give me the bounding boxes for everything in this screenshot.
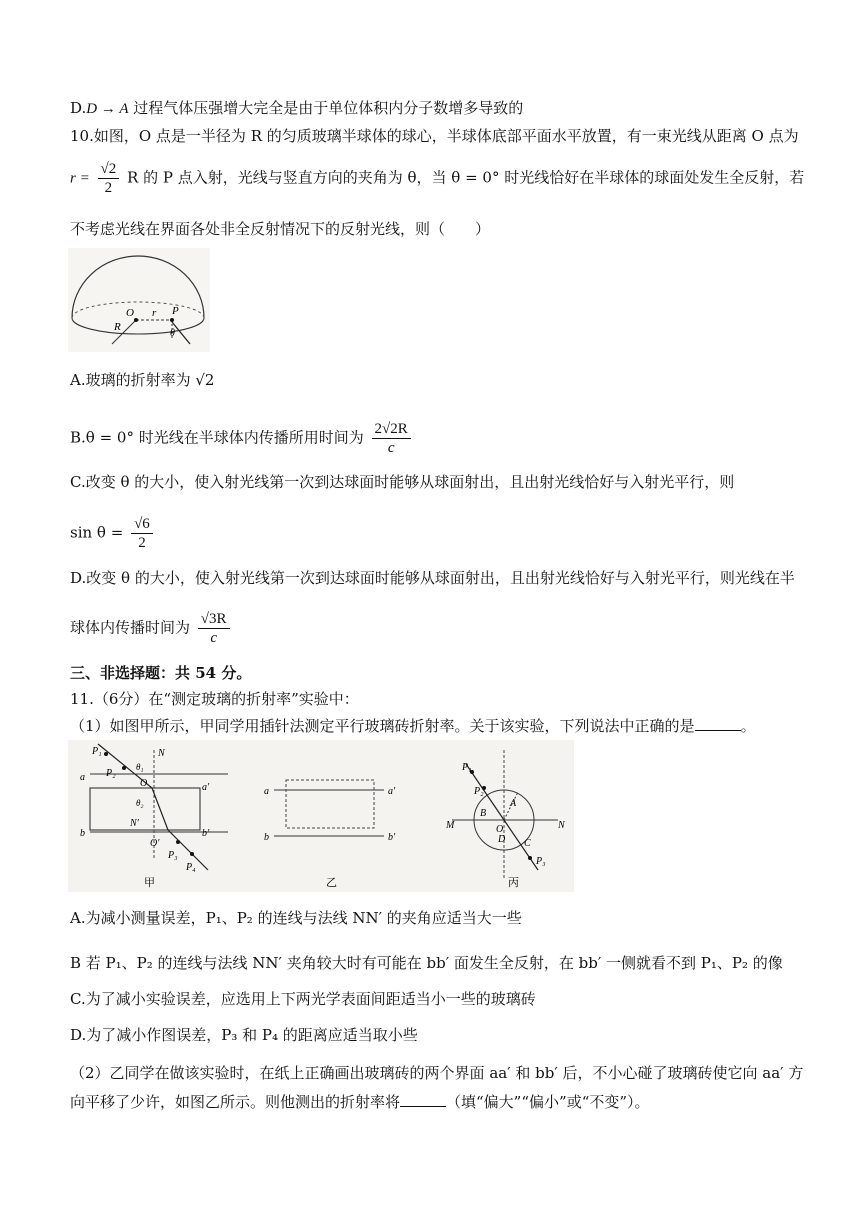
q10-option-b: B.θ = 0° 时光线在半球体内传播所用时间为 $\frac{2√2R}{c}$ xyxy=(70,420,414,457)
svg-text:a: a xyxy=(80,772,85,783)
svg-text:C: C xyxy=(524,838,531,849)
q10-stem-line3: 不考虑光线在界面各处非全反射情况下的反射光线，则（ ） xyxy=(70,220,491,238)
svg-text:P₂: P₂ xyxy=(474,786,484,797)
q10-option-c-line1: C.改变 θ 的大小，使入射光线第一次到达球面时能够从球面射出，且出射光线恰好与入射光平行，则 xyxy=(70,473,735,491)
q10-option-c-line2: sin θ = $\frac{√6}{2}$ xyxy=(70,515,156,552)
q11-figure xyxy=(68,740,574,892)
label-theta: θ xyxy=(170,328,175,339)
svg-text:N: N xyxy=(158,748,165,759)
svg-text:D: D xyxy=(498,834,506,845)
svg-text:a′: a′ xyxy=(202,782,210,793)
svg-text:P₃: P₃ xyxy=(536,856,546,867)
svg-text:O: O xyxy=(140,778,148,789)
q10-stem-line1: 10.如图，O 点是一半径为 R 的匀质玻璃半球体的球心，半球体底部平面水平放置，有一束光线从距离 O 点为 xyxy=(70,127,799,145)
svg-text:O: O xyxy=(496,824,504,835)
svg-text:b′: b′ xyxy=(202,828,210,839)
svg-text:N: N xyxy=(558,820,565,831)
answer-blank xyxy=(695,716,741,731)
svg-text:M: M xyxy=(446,820,455,831)
svg-text:N′: N′ xyxy=(130,818,139,829)
svg-text:P₂: P₂ xyxy=(106,768,116,779)
svg-text:B: B xyxy=(480,808,487,819)
svg-text:b: b xyxy=(80,828,85,839)
q11-option-a: A.为减小测量误差，P₁、P₂ 的连线与法线 NN′ 的夹角应适当大一些 xyxy=(70,909,522,927)
q11-part2-line2: 向平移了少许，如图乙所示。则他测出的折射率将 （填“偏大”“偏小”或“不变”）。 xyxy=(70,1093,650,1111)
q10-option-d-line2: 球体内传播时间为 $\frac{√3R}{c}$ xyxy=(70,610,233,647)
caption-bing: 丙 xyxy=(508,877,519,889)
q9-option-d: D.D → A 过程气体压强增大完全是由于单位体积内分子数增多导致的 xyxy=(70,99,524,117)
svg-text:A: A xyxy=(510,798,517,809)
q11-title: 11.（6分）在“测定玻璃的折射率”实验中： xyxy=(70,690,359,708)
svg-text:b′: b′ xyxy=(388,832,396,843)
svg-text:O′: O′ xyxy=(150,838,160,849)
caption-yi: 乙 xyxy=(326,877,337,889)
svg-text:P₃: P₃ xyxy=(168,850,178,861)
q10-option-a: A.玻璃的折射率为 √2 xyxy=(70,371,215,389)
q11-option-c: C.为了减小实验误差，应选用上下两光学表面间距适当小一些的玻璃砖 xyxy=(70,990,536,1008)
r-fraction: $\frac{√2}{2}$ xyxy=(98,160,120,197)
svg-text:a′: a′ xyxy=(388,786,396,797)
caption-jia: 甲 xyxy=(144,877,155,889)
q10-option-d-line1: D.改变 θ 的大小，使入射光线第一次到达球面时能够从球面射出，且出射光线恰好与入射光平行，则光线在半 xyxy=(70,569,795,587)
hemisphere-figure xyxy=(68,248,210,352)
label-O: O xyxy=(126,307,134,319)
q11-part2-line1: （2）乙同学在做该实验时，在纸上正确画出玻璃砖的两个界面 aa′ 和 bb′ 后，不小心碰了玻璃砖使它向 aa′ 方 xyxy=(70,1064,804,1082)
answer-blank-2 xyxy=(400,1092,446,1107)
q11-part1: （1）如图甲所示，甲同学用插针法测定平行玻璃砖折射率。关于该实验，下列说法中正确的是 。 xyxy=(70,717,756,735)
label-R: R xyxy=(114,321,121,333)
svg-text:P₄: P₄ xyxy=(186,862,196,873)
svg-text:P₁: P₁ xyxy=(92,746,102,757)
svg-text:b: b xyxy=(264,832,269,843)
svg-text:P₁: P₁ xyxy=(462,762,472,773)
q10-stem-line2: r = $\frac{√2}{2}$ R 的 P 点入射，光线与竖直方向的夹角为 θ，当 θ = 0° 时光线恰好在半球体的球面处发生全反射，若 xyxy=(70,161,805,196)
q11-option-b: B 若 P₁、P₂ 的连线与法线 NN′ 夹角较大时有可能在 bb′ 面发生全反射，在 bb′ 一侧就看不到 P₁、P₂ 的像 xyxy=(70,954,783,972)
q11-option-d: D.为了减小作图误差，P₃ 和 P₄ 的距离应适当取小些 xyxy=(70,1026,418,1044)
label-P: P xyxy=(172,305,179,317)
label-r: r xyxy=(152,307,157,319)
svg-text:θ₂: θ₂ xyxy=(136,798,144,808)
section-heading: 三、非选择题：共 54 分。 xyxy=(70,664,252,682)
svg-text:a: a xyxy=(264,786,269,797)
svg-text:θ₁: θ₁ xyxy=(136,762,144,772)
